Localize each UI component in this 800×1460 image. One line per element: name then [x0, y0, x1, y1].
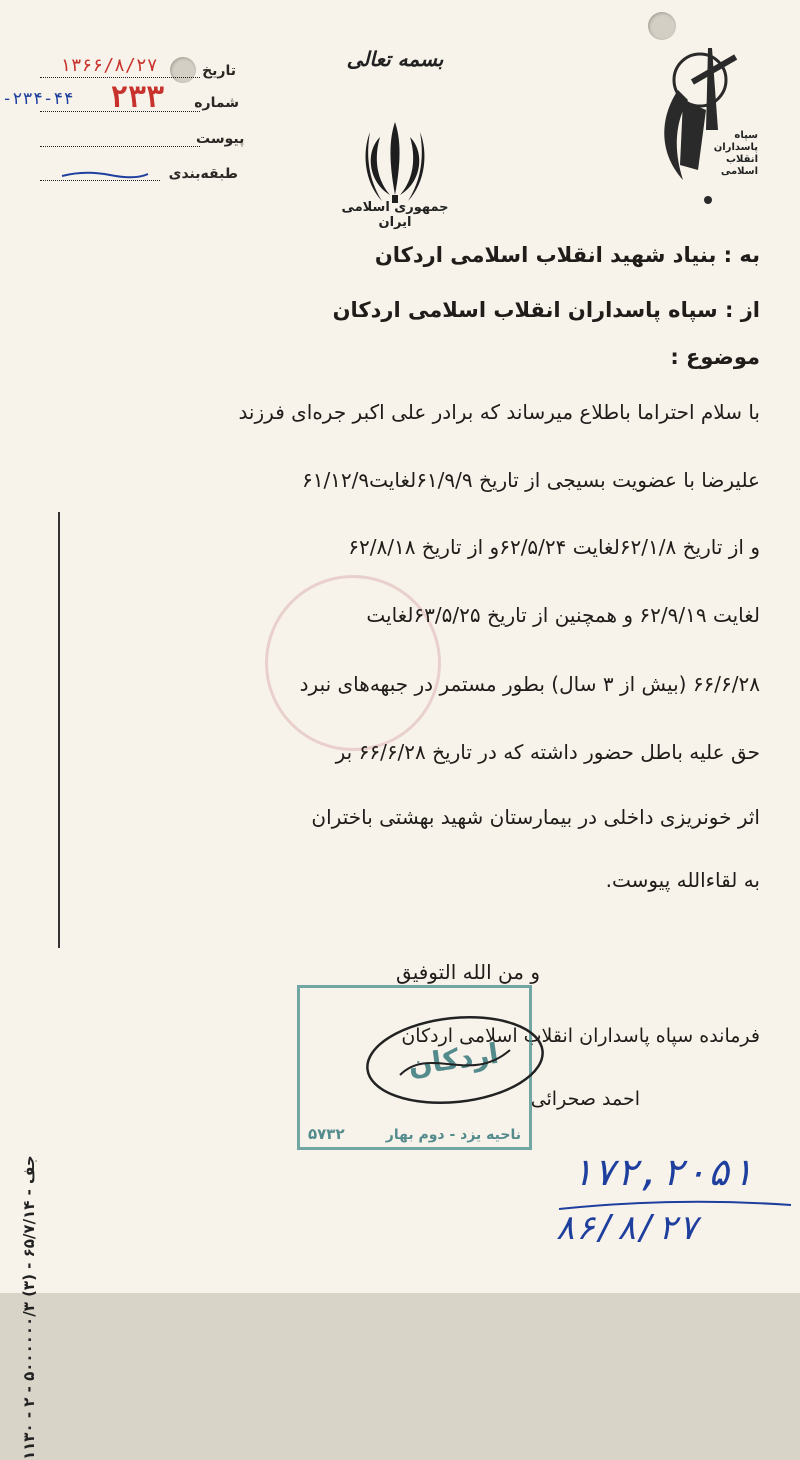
- number-label: شماره: [194, 95, 239, 111]
- from-line: از : سپاه پاسداران انقلاب اسلامی اردکان: [332, 298, 760, 322]
- body-line: با سلام احتراما باطلاع میرساند که برادر علی اکبر جره‌ای فرزند: [238, 400, 760, 424]
- date-value: ۱۳۶۶/۸/۲۷: [60, 55, 158, 76]
- signatory-title: فرمانده سپاه پاسداران انقلاب اسلامی اردکان: [401, 1025, 760, 1047]
- bismillah: بسمه تعالی: [346, 47, 444, 71]
- to-line: به : بنیاد شهید انقلاب اسلامی اردکان: [374, 243, 760, 267]
- faint-stamp: [265, 575, 441, 751]
- irgc-emblem-text: سپاه پاسداران انقلاب اسلامی: [713, 130, 758, 177]
- body-line: لغایت ۶۲/۹/۱۹ و همچنین از تاریخ ۶۳/۵/۲۵لغایت: [366, 603, 760, 627]
- number-value-red: ۲۳۳: [110, 80, 165, 115]
- irgc-emblem-block: [648, 40, 758, 210]
- punch-hole: [170, 57, 196, 83]
- iran-emblem-icon: [360, 117, 430, 207]
- signatory-name: احمد صحرائی: [530, 1088, 640, 1110]
- number-value-blue: -۲۳۴-۴۴: [2, 89, 74, 109]
- signature-scribble: [360, 1005, 550, 1115]
- body-line: به لقاءالله پیوست.: [605, 868, 760, 892]
- stamp-name: اردکان: [406, 1036, 501, 1083]
- subject-line: موضوع :: [670, 345, 760, 369]
- stamp-number: ۵۷۳۲: [308, 1125, 345, 1143]
- country-caption: جمهوری اسلامی ایران: [341, 200, 449, 230]
- classification-label: طبقه‌بندی: [168, 166, 238, 182]
- stamp-bottom-text: ناحیه یزد - دوم بهار: [385, 1127, 521, 1143]
- irgc-emblem-icon: [648, 40, 758, 210]
- margin-rule: [58, 512, 60, 948]
- punch-hole: [648, 12, 676, 40]
- body-line: اثر خونریزی داخلی در بیمارستان شهید بهشتی باختران: [311, 805, 760, 829]
- iran-emblem-block: [335, 45, 455, 230]
- date-label: تاریخ: [202, 63, 236, 79]
- body-line: علیرضا با عضویت بسیجی از تاریخ ۶۱/۹/۹لغایت۶۱/۱۲/۹: [301, 468, 760, 492]
- body-line: حق علیه باطل حضور داشته که در تاریخ ۶۶/۶/۲۸ بر: [335, 740, 760, 764]
- handwritten-note-1: ۱۷۲,۲۰۵۱: [570, 1150, 754, 1194]
- closing-line: و من الله التوفیق: [396, 960, 540, 984]
- body-line: و از تاریخ ۶۲/۱/۸لغایت ۶۲/۵/۲۴و از تاریخ ۶۲/۸/۱۸: [348, 535, 760, 559]
- body-line: ۶۶/۶/۲۸ (بیش از ۳ سال) بطور مستمر در جبهه‌های نبرد: [299, 672, 760, 696]
- scribble-line: [60, 168, 150, 182]
- attachment-label: پیوست: [196, 131, 245, 147]
- handwritten-note-2: ۸۶/۸/۲۷: [555, 1208, 699, 1248]
- margin-print: ۱۱۳۰ - ۲ - جف - ۶۵/۷/۱۴ - (۳) ۵۰۰۰۰۰۰/۳: [20, 1155, 38, 1460]
